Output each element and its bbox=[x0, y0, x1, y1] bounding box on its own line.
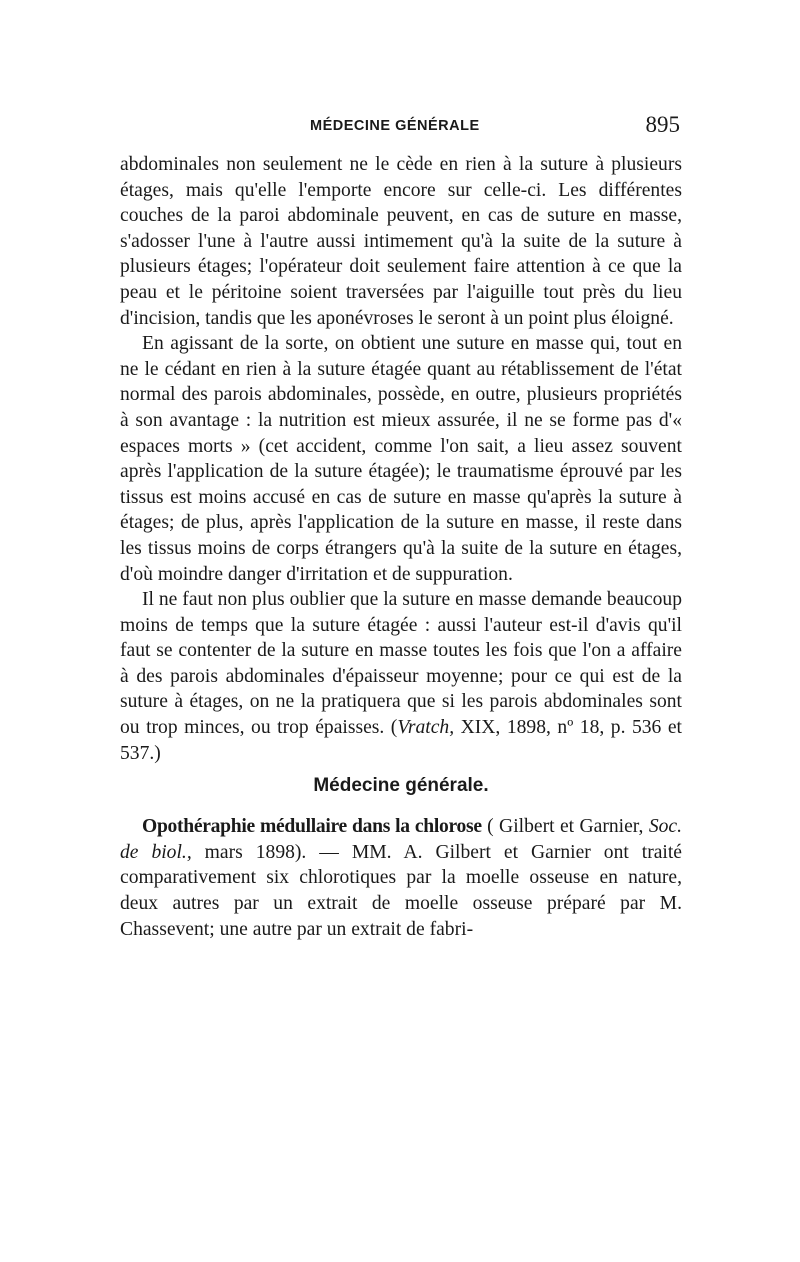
paragraph-1: abdominales non seulement ne le cède en rien à la suture à plusieurs étages, mais qu'elle l'emporte encore sur celle-ci. Les différentes couches de la paroi abdominale peuvent, en cas de suture en masse, s'adosser l'une à l'autre aussi intimement qu'à la suite de la suture à plusieurs étages; l'opérateur doit seulement faire attention à ce que la peau et le péritoine soient traversées par l'aiguille tout près du lieu d'incision, tandis que les aponévroses le seront à un point plus éloigné. bbox=[120, 154, 682, 329]
body-text bbox=[120, 152, 682, 942]
section-heading: Médecine générale. bbox=[313, 775, 489, 797]
running-head bbox=[120, 114, 682, 144]
paragraph-3-citation-details: XIX, 1898, nº 18, p. 536 et 537.) bbox=[120, 717, 682, 764]
paragraph-2: En agissant de la sorte, on obtient une suture en masse qui, tout en ne le cédant en rien à la suture étagée quant au rétablissement de l'état normal des parois abdominales, possède, en outre, plusieurs propriétés à son avantage : la nutrition est mieux assurée, il ne se forme pas d'« espaces morts » (cet accident, comme l'on sait, a lieu assez souvent après l'application de la suture étagée); le traumatisme éprouvé par les tissus est moins accusé en cas de suture en masse qu'après la suture à étages; de plus, après l'application de la suture en masse, il reste dans les tissus moins de corps étrangers qu'à la suite de la suture en étages, d'où moindre danger d'irritation et de suppuration. bbox=[120, 333, 682, 585]
paragraph-3-text: Il ne faut non plus oublier que la suture en masse demande beaucoup moins de temps que la suture étagée : aussi l'auteur est-il d'avis qu'il faut se contenter de la suture en masse toutes les fois que l'on a affaire à des parois abdominales d'épaisseur moyenne; pour ce qui est de la suture à étages, on ne la pratiquera que si les parois abdominales sont ou trop minces, ou trop épaisses. ( bbox=[120, 589, 682, 739]
article-text: mars 1898). — MM. A. Gilbert et Garnier ont traité comparativement six chlorotiques par la moelle osseuse en nature, deux autres par un extrait de moelle osseuse préparé par M. Chassevent; une autre par un extrait de fabri- bbox=[120, 841, 683, 940]
citation-journal: Vratch, bbox=[397, 717, 455, 739]
article-title: Opothéraphie médullaire dans la chlorose bbox=[142, 816, 482, 838]
page-number: 895 bbox=[645, 112, 680, 137]
running-title: MÉDECINE GÉNÉRALE bbox=[310, 118, 480, 134]
paragraph-3 bbox=[120, 587, 682, 766]
article-journal: Soc. de biol., bbox=[120, 816, 683, 863]
article-paragraph bbox=[120, 814, 682, 942]
article-authors: ( Gilbert et Garnier, bbox=[481, 816, 649, 838]
